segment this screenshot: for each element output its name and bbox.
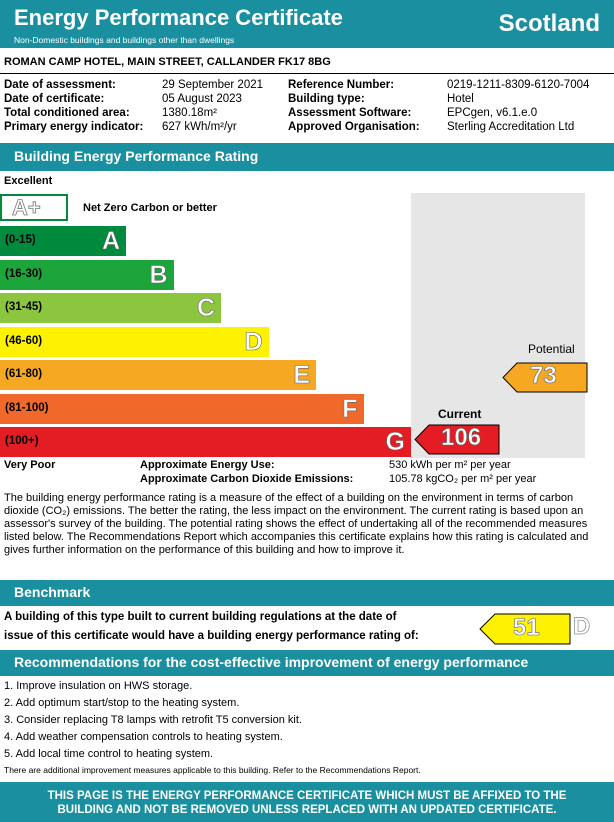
benchmark-letter: D — [573, 613, 591, 640]
detail-label: Assessment Software: — [288, 107, 412, 119]
band-letter: F — [342, 394, 358, 423]
band-letter: B — [149, 260, 168, 289]
detail-label: Date of certificate: — [4, 93, 105, 105]
rating-band-d — [0, 327, 269, 357]
potential-label: Potential — [528, 342, 575, 356]
detail-label: Approved Organisation: — [288, 121, 420, 133]
detail-value: 1380.18m² — [162, 107, 217, 119]
energy-use-value: 530 kWh per m² per year — [389, 459, 511, 471]
property-address: ROMAN CAMP HOTEL, MAIN STREET, CALLANDER FK17 8BG — [4, 56, 331, 68]
rating-band-a — [0, 226, 126, 256]
current-arrow — [414, 424, 500, 455]
band-letter: A — [101, 227, 120, 255]
certificate-title: Energy Performance Certificate — [14, 5, 343, 30]
potential-arrow — [502, 362, 588, 393]
energy-use-label: Approximate Energy Use: — [140, 459, 275, 471]
current-value: 106 — [441, 424, 482, 451]
detail-value: 627 kWh/m²/yr — [162, 121, 237, 133]
band-letter: C — [196, 294, 215, 322]
detail-value: 29 September 2021 — [162, 79, 264, 91]
detail-value: Hotel — [447, 93, 474, 105]
co2-value: 105.78 kgCO₂ per m² per year — [389, 473, 537, 485]
benchmark-value: 51 — [513, 614, 540, 641]
footer-line-1: THIS PAGE IS THE ENERGY PERFORMANCE CERTIFICATE WHICH MUST BE AFFIXED TO THE — [47, 790, 567, 802]
band-range: (100+) — [5, 435, 39, 447]
band-letter: G — [385, 428, 405, 456]
rating-band-e — [0, 360, 316, 390]
certificate-footer — [0, 782, 614, 822]
rating-section-header — [0, 143, 614, 171]
recommendations-header — [0, 650, 614, 676]
aplus-band — [0, 194, 68, 221]
footer-line-2: BUILDING AND NOT BE REMOVED UNLESS REPLACED WITH AN UPDATED CERTIFICATE. — [57, 804, 557, 816]
current-label: Current — [438, 407, 482, 421]
band-range: (0-15) — [5, 234, 36, 246]
band-range: (31-45) — [5, 301, 43, 313]
detail-label: Date of assessment: — [4, 79, 116, 91]
detail-value: EPCgen, v6.1.e.0 — [447, 107, 538, 119]
recommendation-item: 2. Add optimum start/stop to the heating system. — [4, 697, 240, 709]
detail-value: 05 August 2023 — [162, 93, 242, 105]
recommendation-item: 4. Add weather compensation controls to heating system. — [4, 731, 283, 743]
rating-section-title: Building Energy Performance Rating — [14, 148, 259, 164]
benchmark-header — [0, 580, 614, 606]
benchmark-title: Benchmark — [14, 584, 91, 600]
benchmark-line-2: issue of this certificate would have a building energy performance rating of: — [4, 630, 419, 642]
address-divider — [0, 73, 614, 74]
rating-band-f — [0, 394, 364, 424]
country-label: Scotland — [498, 10, 600, 37]
band-range: (46-60) — [5, 334, 43, 347]
benchmark-line-1: A building of this type built to current building regulations at the date of — [4, 611, 397, 623]
recommendation-item: 1. Improve insulation on HWS storage. — [4, 680, 193, 692]
recommendation-item: 5. Add local time control to heating system. — [4, 748, 214, 760]
rating-band-c — [0, 293, 221, 323]
band-range: (61-80) — [5, 368, 43, 380]
certificate-subtitle: Non-Domestic buildings and buildings other than dwellings — [14, 35, 235, 45]
rating-band-b — [0, 260, 174, 290]
band-range: (81-100) — [5, 401, 49, 414]
detail-value: 0219-1211-8309-6120-7004 — [447, 79, 590, 91]
aplus-label: Net Zero Carbon or better — [83, 202, 217, 214]
detail-label: Building type: — [288, 93, 365, 105]
band-letter: D — [244, 327, 263, 356]
detail-label: Primary energy indicator: — [4, 121, 144, 133]
recommendations-title: Recommendations for the cost-effective improvement of energy performance — [14, 654, 529, 670]
rating-band-g — [0, 427, 411, 457]
co2-label: Approximate Carbon Dioxide Emissions: — [140, 473, 354, 485]
rating-description: The building energy performance rating is a measure of the effect of a building on the environment in terms of carbon dioxide (CO₂) emissions. The better the rating, the less impact on the environment. The current rating is based upon an assessor's survey of the building. The potential rating shows the effect of undertaking all of the recommended measures listed below. The Recommendations Report which accompanies this certificate explains how this rating is calculated and gives further information on the performance of this building and how to improve it. — [4, 492, 589, 556]
potential-value: 73 — [530, 362, 557, 389]
aplus-letter: A+ — [12, 195, 41, 220]
recommendations-note: There are additional improvement measures applicable to this building. Refer to the Recommendations Report. — [4, 765, 421, 775]
band-letter: E — [293, 361, 310, 389]
detail-label: Total conditioned area: — [4, 107, 130, 119]
detail-label: Reference Number: — [288, 79, 395, 91]
band-range: (16-30) — [5, 267, 43, 280]
scale-top-label: Excellent — [4, 175, 53, 187]
detail-value: Sterling Accreditation Ltd — [447, 121, 575, 133]
scale-bottom-label: Very Poor — [4, 459, 56, 471]
recommendation-item: 3. Consider replacing T8 lamps with retrofit T5 conversion kit. — [4, 714, 302, 726]
benchmark-arrow — [479, 613, 571, 645]
